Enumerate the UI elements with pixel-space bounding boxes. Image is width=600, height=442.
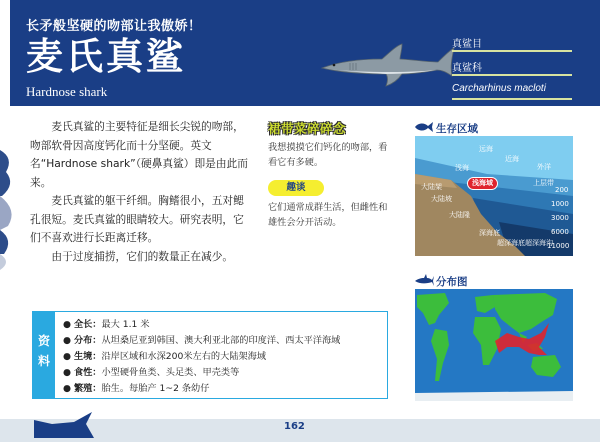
- taxonomy-family: 真鲨科: [452, 63, 482, 74]
- depth-label: 200: [555, 186, 569, 194]
- zone-label: 上层带: [533, 179, 554, 187]
- aside-note: 我想摸摸它们钙化的吻部，看看它有多硬。: [268, 142, 388, 168]
- taxonomy-divider: [452, 74, 572, 76]
- taxonomy-divider: [452, 98, 572, 100]
- depth-label: 1000: [551, 200, 569, 208]
- data-box: [32, 311, 388, 399]
- zone-label: 大陆架: [421, 183, 442, 191]
- zone-label: 大陆隆: [449, 211, 470, 219]
- header-tagline: 长矛般坚硬的吻部让我傲娇！: [26, 19, 202, 34]
- taxonomy-species: Carcharhinus macloti: [452, 83, 546, 94]
- paragraph: 麦氏真鲨的主要特征是细长尖锐的吻部，吻部软骨因高度钙化而十分坚硬。英文名“Hardnose shark”（硬鼻真鲨）即是由此而来。: [30, 120, 248, 189]
- fish-icon: [414, 121, 434, 133]
- taxonomy-divider: [452, 50, 572, 52]
- taxonomy-order: 真鲨目: [452, 39, 482, 50]
- distribution-heading: 分布图: [414, 274, 534, 288]
- zone-label: 外洋: [537, 163, 551, 171]
- habitat-highlight: 浅海域: [467, 177, 498, 190]
- shark-silhouette-icon: [414, 274, 434, 286]
- fun-fact-label: 趣谈: [268, 180, 324, 196]
- shark-illustration: [320, 40, 455, 90]
- data-row-length: ● 全长：最大 1.1 米: [63, 319, 150, 330]
- paragraph: 由于过度捕捞，它们的数量正在减少。: [51, 249, 234, 263]
- main-description: [30, 118, 252, 266]
- distribution-map: [415, 289, 573, 401]
- zone-label: 大陆坡: [431, 195, 452, 203]
- data-row-diet: ● 食性：小型硬骨鱼类、头足类、甲壳类等: [63, 367, 240, 378]
- page-number: 162: [284, 421, 305, 432]
- fun-fact-text: 它们通常成群生活，但雌性和雄性会分开活动。: [268, 202, 388, 228]
- data-row-habitat: ● 生境：沿岸区域和水深200米左右的大陆架海域: [63, 351, 267, 362]
- data-row-distribution: ● 分布：从坦桑尼亚到韩国、澳大利亚北部的印度洋、西太平洋海域: [63, 335, 341, 346]
- habitat-heading: 生存区域: [414, 121, 534, 135]
- zone-label: 超深海沟: [525, 239, 553, 247]
- zone-label: 远海: [479, 145, 493, 153]
- data-row-reproduction: ● 繁殖：胎生。每胎产 1~2 条幼仔: [63, 383, 210, 394]
- depth-label: 11000: [547, 242, 570, 250]
- depth-label: 6000: [551, 228, 569, 236]
- zone-label: 近海: [505, 155, 519, 163]
- shark-silhouette-icon: [34, 412, 94, 438]
- zone-label: 超深海底: [497, 239, 525, 247]
- habitat-diagram: [415, 136, 573, 256]
- paragraph: 麦氏真鲨的躯干纤细。胸鳍很小，五对鳃孔很短。麦氏真鲨的眼睛较大。研究表明，它们不喜欢进行长距离迁移。: [30, 194, 244, 244]
- zone-label: 浅海: [455, 164, 469, 172]
- zone-label: 深海底: [479, 229, 500, 237]
- english-name: Hardnose shark: [26, 84, 108, 99]
- aside-title: 裙带菜碎碎念: [268, 121, 347, 136]
- data-box-tab: 资 料: [33, 312, 55, 398]
- page-title: 麦氏真鲨: [26, 35, 186, 78]
- depth-label: 3000: [551, 214, 569, 222]
